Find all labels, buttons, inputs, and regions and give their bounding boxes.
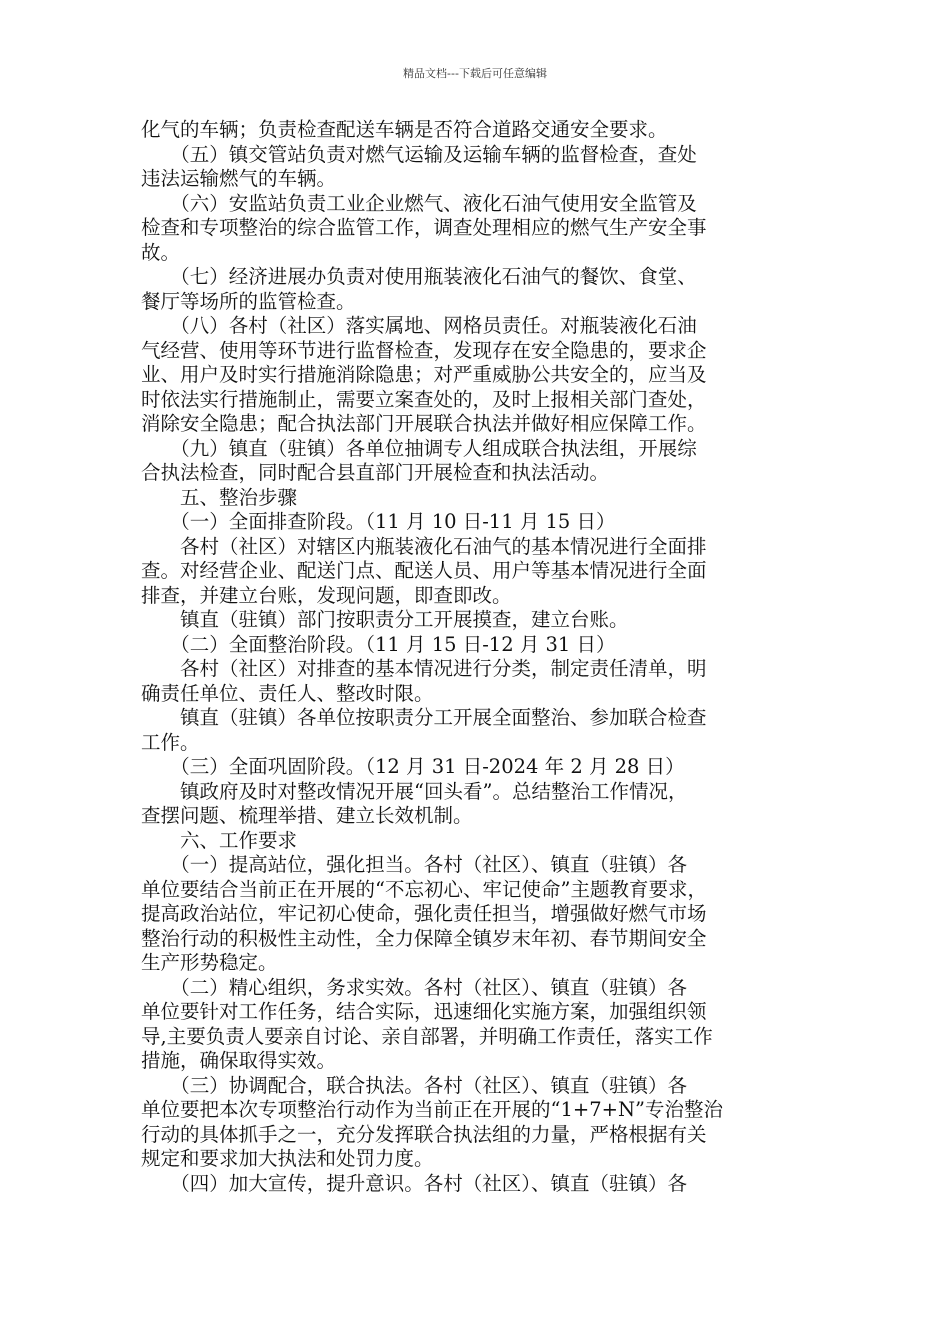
text-line: （二）精心组织，务求实效。各村（社区）、镇直（驻镇）各 [141,975,688,999]
body-text [141,118,821,1196]
text-line: （七）经济进展办负责对使用瓶装液化石油气的餐饮、食堂、 [141,265,697,288]
text-line: 故。 [141,240,181,264]
text-line: 镇直（驻镇）各单位按职责分工开展全面整治、参加联合检查 [141,706,707,729]
text-line: 单位要针对工作任务，结合实际，迅速细化实施方案，加强组织领 [141,1000,707,1023]
text-line: （三）全面巩固阶段。（12 月 31 日-2024 年 2 月 28 日） [141,755,685,778]
text-line: （二）全面整治阶段。（11 月 15 日-12 月 31 日） [141,632,616,656]
text-line: 六、工作要求 [141,828,298,852]
text-line: （八）各村（社区）落实属地、网格员责任。对瓶装液化石油 [141,314,697,337]
text-line: 单位要把本次专项整治行动作为当前正在开展的“1+7+N”专治整治 [141,1098,723,1121]
text-line: （九）镇直（驻镇）各单位抽调专人组成联合执法组，开展综 [141,436,697,460]
text-line: 措施，确保取得实效。 [141,1049,337,1072]
text-line: 镇政府及时对整改情况开展“回头看”。总结整治工作情况， [141,779,688,803]
text-line: 导,主要负责人要亲自讨论、亲自部署，并明确工作责任，落实工作 [141,1024,713,1048]
text-line: 消除安全隐患；配合执法部门开展联合执法并做好相应保障工作。 [141,412,707,435]
text-line: 行动的具体抓手之一，充分发挥联合执法组的力量，严格根据有关 [141,1122,707,1146]
text-line: 工作。 [141,730,200,754]
text-line: 各村（社区）对排查的基本情况进行分类，制定责任清单，明 [141,657,707,680]
text-line: （五）镇交管站负责对燃气运输及运输车辆的监督检查，查处 [141,142,697,166]
text-line: （六）安监站负责工业企业燃气、液化石油气使用安全监管及 [141,191,697,215]
text-line: 提高政治站位，牢记初心使命，强化责任担当，增强做好燃气市场 [141,902,707,925]
text-line: 查。对经营企业、配送门点、配送人员、用户等基本情况进行全面 [141,559,707,582]
text-line: 违法运输燃气的车辆。 [141,167,337,190]
text-line: 五、整治步骤 [141,485,298,509]
text-line: 各村（社区）对辖区内瓶装液化石油气的基本情况进行全面排 [141,534,707,558]
text-line: （一）提高站位，强化担当。各村（社区）、镇直（驻镇）各 [141,853,688,876]
text-line: （一）全面排查阶段。（11 月 10 日-11 月 15 日） [141,510,616,533]
text-line: 规定和要求加大执法和处罚力度。 [141,1147,434,1170]
text-line: 生产形势稳定。 [141,951,278,974]
text-line: 单位要结合当前正在开展的“不忘初心、牢记使命”主题教育要求， [141,877,707,901]
text-line: 确责任单位、责任人、整改时限。 [141,681,434,705]
text-line: 合执法检查，同时配合县直部门开展检查和执法活动。 [141,461,610,484]
text-line: 化气的车辆；负责检查配送车辆是否符合道路交通安全要求。 [141,118,668,141]
text-line: 检查和专项整治的综合监管工作，调查处理相应的燃气生产安全事 [141,216,707,239]
text-line: 镇直（驻镇）部门按职责分工开展摸查，建立台账。 [141,608,629,631]
text-line: 气经营、使用等环节进行监督检查，发现存在安全隐患的，要求企 [141,338,707,362]
header-note: 精品文档---下载后可任意编辑 [403,67,547,80]
text-line: 排查，并建立台账，发现问题，即查即改。 [141,583,512,607]
text-line: （三）协调配合，联合执法。各村（社区）、镇直（驻镇）各 [141,1073,688,1097]
text-line: （四）加大宣传，提升意识。各村（社区）、镇直（驻镇）各 [141,1171,688,1195]
text-line: 时依法实行措施制止，需要立案查处的，及时上报相关部门查处， [141,387,707,411]
text-line: 查摆问题、梳理举措、建立长效机制。 [141,804,473,827]
text-line: 整治行动的积极性主动性，全力保障全镇岁末年初、春节期间安全 [141,926,707,950]
text-line: 餐厅等场所的监管检查。 [141,289,356,313]
text-line: 业、用户及时实行措施消除隐患；对严重威胁公共安全的，应当及 [141,363,707,386]
